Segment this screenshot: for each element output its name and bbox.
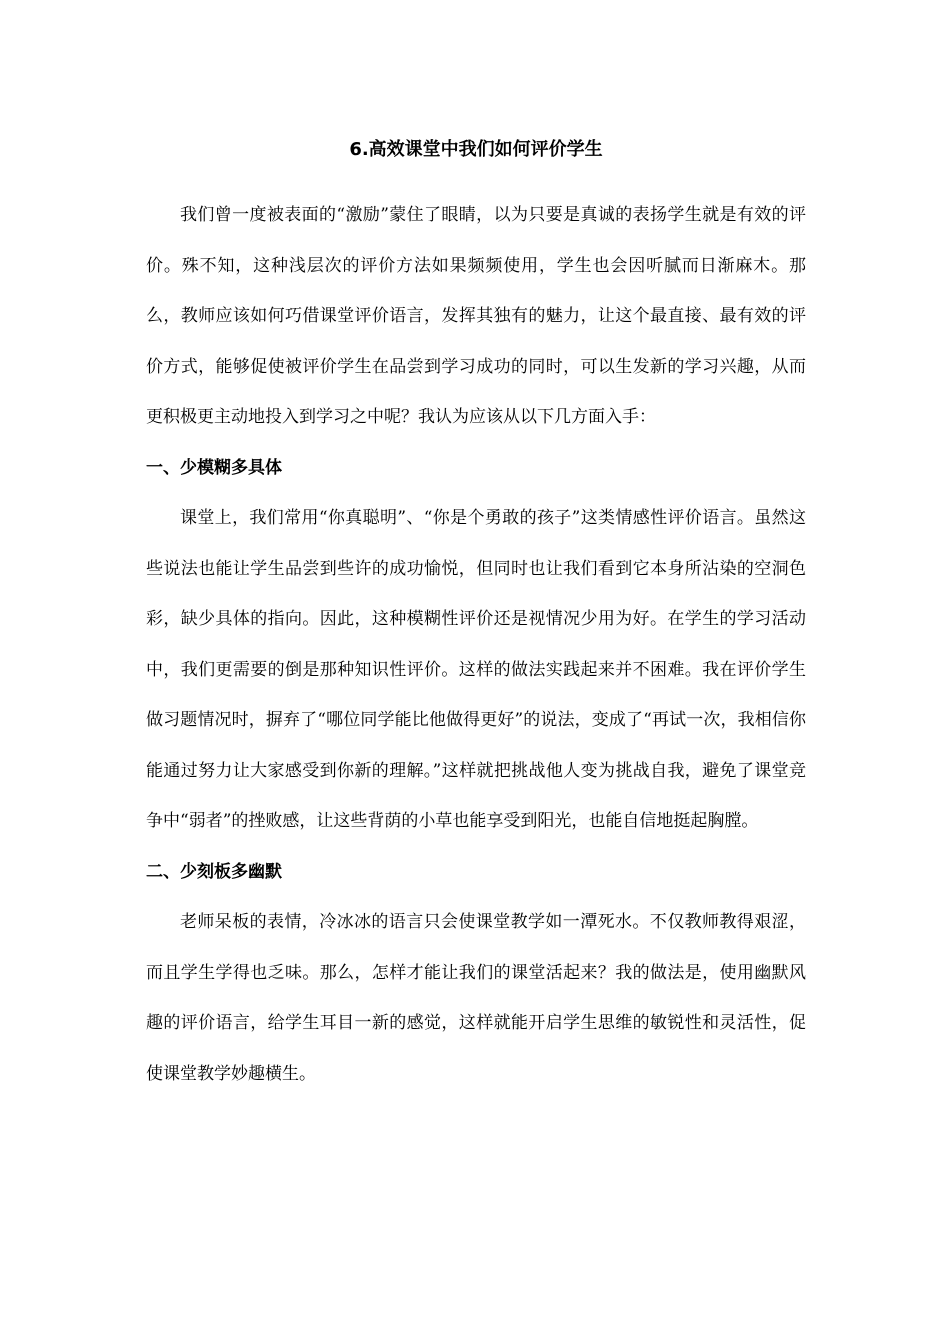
section-heading-1: 一、少模糊多具体 [146, 457, 282, 478]
document-content [146, 136, 806, 1099]
page-title: 6.高效课堂中我们如何评价学生 [349, 139, 603, 160]
section-body-1: 课堂上，我们常用“你真聪明”、“你是个勇敢的孩子”这类情感性评价语言。虽然这些说法也能让学生品尝到些许的成功愉悦，但同时也让我们看到它本身所沾染的空洞色彩，缺少具体的指向。因此，这种模糊性评价还是视情况少用为好。在学生的学习活动中，我们更需要的倒是那种知识性评价。这样的做法实践起来并不困难。我在评价学生做习题情况时，摒弃了“哪位同学能比他做得更好”的说法，变成了“再试一次，我相信你能通过努力让大家感受到你新的理解。”这样就把挑战他人变为挑战自我，避免了课堂竞争中“弱者”的挫败感，让这些背荫的小草也能享受到阳光，也能自信地挺起胸膛。 [146, 508, 806, 831]
section-heading-2: 二、少刻板多幽默 [146, 861, 282, 882]
intro-paragraph: 我们曾一度被表面的“激励”蒙住了眼睛，以为只要是真诚的表扬学生就是有效的评价。殊不知，这种浅层次的评价方法如果频频使用，学生也会因听腻而日渐麻木。那么，教师应该如何巧借课堂评价语言，发挥其独有的魅力，让这个最直接、最有效的评价方式，能够促使被评价学生在品尝到学习成功的同时，可以生发新的学习兴趣，从而更积极更主动地投入到学习之中呢？我认为应该从以下几方面入手： [146, 205, 806, 427]
section-body-2: 老师呆板的表情，冷冰冰的语言只会使课堂教学如一潭死水。不仅教师教得艰涩，而且学生学得也乏味。那么，怎样才能让我们的课堂活起来？我的做法是，使用幽默风趣的评价语言，给学生耳目一新的感觉，这样就能开启学生思维的敏锐性和灵活性，促使课堂教学妙趣横生。 [146, 912, 806, 1084]
